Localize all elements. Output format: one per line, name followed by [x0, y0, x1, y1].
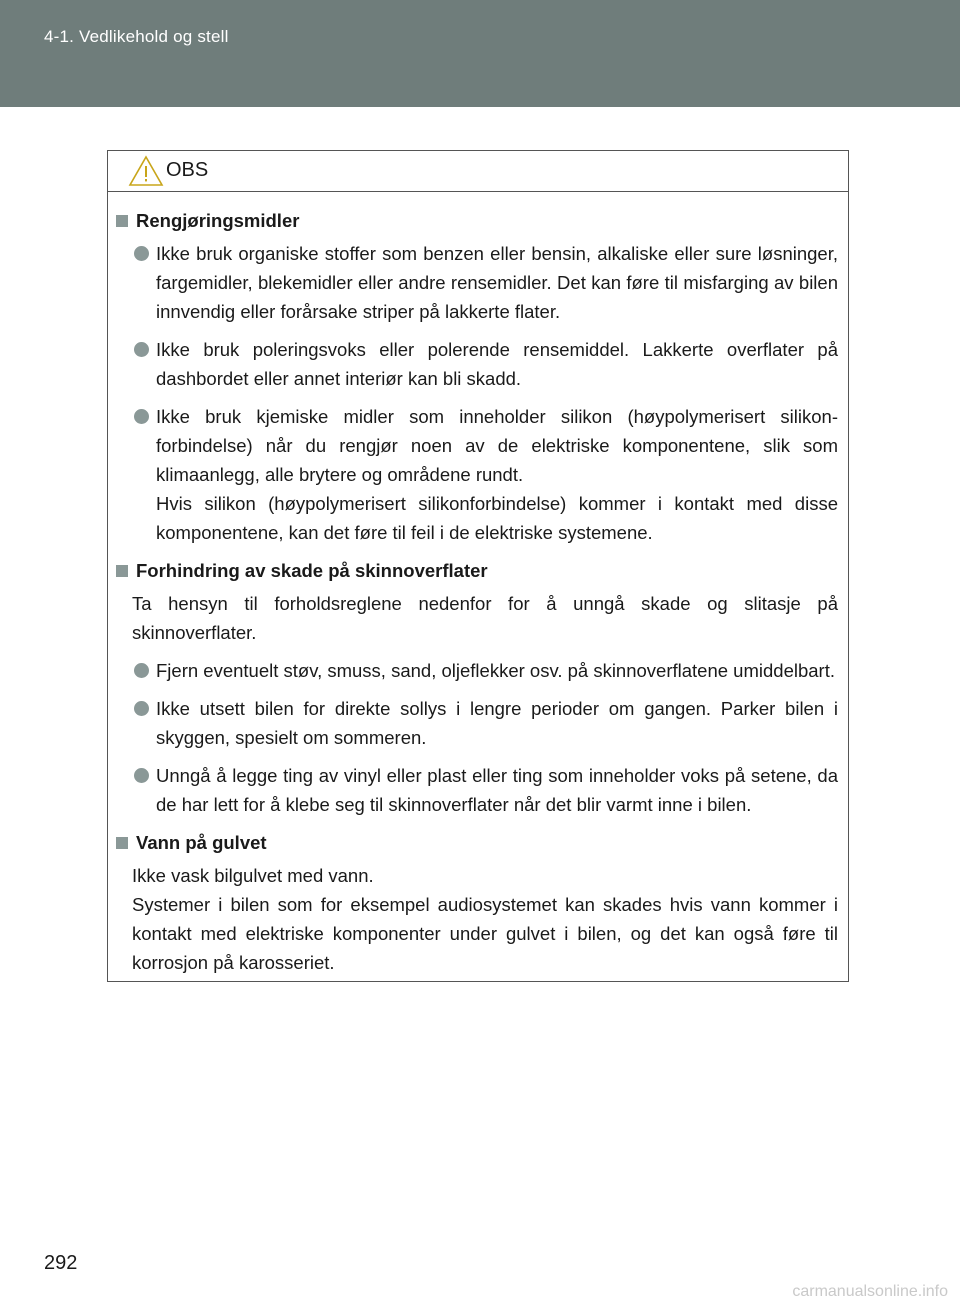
notice-body — [108, 192, 848, 977]
section-intro: Ta hensyn til forholdsreglene nedenfor for å unngå skade og slitasje på skinnoverflater. — [132, 593, 838, 643]
heading-text: Vann på gulvet — [136, 832, 267, 853]
section-text: Ikke vask bilgulvet med vann. — [132, 865, 374, 886]
round-bullet-icon — [134, 663, 149, 678]
list-item — [132, 761, 838, 819]
warning-triangle-icon — [128, 155, 164, 187]
list-item — [132, 694, 838, 752]
round-bullet-icon — [134, 409, 149, 424]
square-bullet-icon — [116, 215, 128, 227]
list-item-text: Ikke bruk organiske stoffer som benzen eller bensin, alkaliske eller sure løsninger, fargemidler, blekemidler eller andre rensemidler. Det kan føre til misfarging av bilen innvendig eller forårsake striper på lakkerte flater. — [156, 243, 838, 322]
notice-header — [108, 151, 848, 192]
list-item-text: Fjern eventuelt støv, smuss, sand, oljeflekker osv. på skinnoverflatene umiddelbart. — [156, 660, 835, 681]
list-item-text: Ikke utsett bilen for direkte sollys i lengre perioder om gangen. Parker bilen i skyggen, spesielt om sommeren. — [156, 698, 838, 748]
page-number: 292 — [44, 1252, 78, 1274]
list-item-text: Ikke bruk kjemiske midler som inneholder silikon (høypolymerisert silikon-forbindelse) når du rengjør noen av de elektriske komponentene, slik som klimaanlegg, alle brytere og områdene rundt. — [156, 406, 838, 485]
watermark: carmanualsonline.info — [792, 1283, 948, 1300]
section-title: 4-1. Vedlikehold og stell — [44, 27, 229, 46]
list-item — [132, 656, 838, 685]
section-heading — [116, 206, 838, 235]
list-item — [132, 335, 838, 393]
notice-title: OBS — [166, 159, 209, 181]
list-item — [132, 239, 838, 326]
list-item-text: Unngå å legge ting av vinyl eller plast eller ting som inneholder voks på setene, da de har lett for å klebe seg til skinnoverflater når det blir varmt inne i bilen. — [156, 765, 838, 815]
list-item-text: Ikke bruk poleringsvoks eller polerende rensemiddel. Lakkerte overflater på dashbordet eller annet interiør kan bli skadd. — [156, 339, 838, 389]
section-heading — [116, 556, 838, 585]
square-bullet-icon — [116, 565, 128, 577]
round-bullet-icon — [134, 768, 149, 783]
heading-text: Forhindring av skade på skinnoverflater — [136, 560, 488, 581]
round-bullet-icon — [134, 246, 149, 261]
section-heading — [116, 828, 838, 857]
round-bullet-icon — [134, 701, 149, 716]
square-bullet-icon — [116, 837, 128, 849]
section-text: Systemer i bilen som for eksempel audiosystemet kan skades hvis vann kommer i kontakt med elektriske komponenter under gulvet i bilen, og det kan også føre til korrosjon på karosseriet. — [132, 894, 838, 973]
header-bar — [0, 0, 960, 107]
notice-box — [107, 150, 849, 982]
list-item-continuation: Hvis silikon (høypolymerisert silikonforbindelse) kommer i kontakt med disse komponentene, kan det føre til feil i de elektriske systemene. — [156, 493, 838, 543]
list-item — [132, 402, 838, 489]
round-bullet-icon — [134, 342, 149, 357]
heading-text: Rengjøringsmidler — [136, 210, 300, 231]
